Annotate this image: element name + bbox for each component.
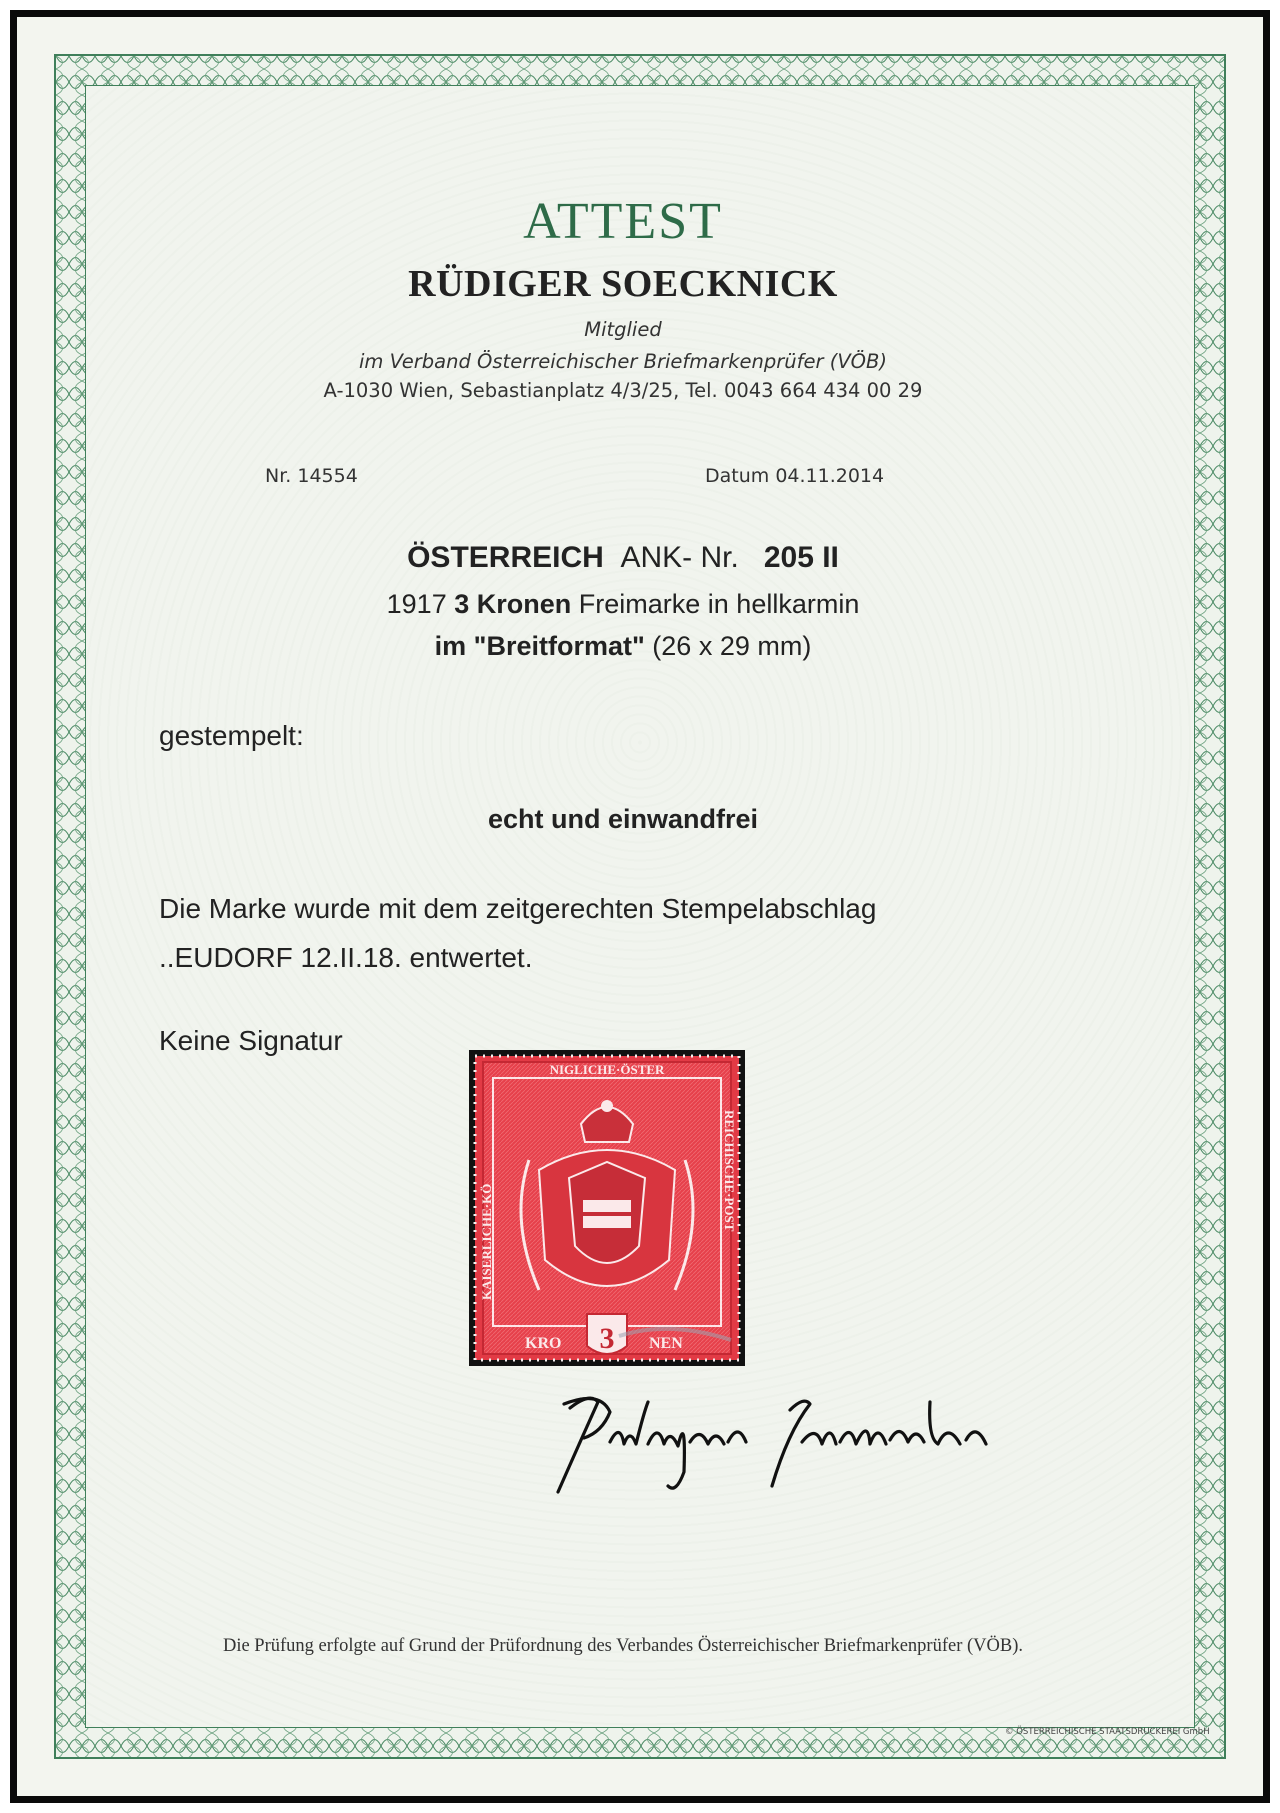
condition-label: gestempelt: [159, 720, 304, 751]
remark-line-1: Die Marke wurde mit dem zeitgerechten Stempelabschlag [159, 893, 877, 924]
format-label: im "Breitformat" [434, 631, 645, 661]
stamp-image [469, 1050, 745, 1366]
stamp-left-text: KAISERLICHE·KÖ [479, 1183, 494, 1300]
certificate-date: Datum 04.11.2014 [705, 465, 885, 487]
membership-line-1: Mitglied [584, 318, 662, 341]
format-size: (26 x 29 mm) [652, 631, 812, 661]
stamp-kro: KRO [525, 1335, 562, 1352]
denomination: 3 Kronen [454, 589, 572, 619]
stamp-value: 3 [599, 1322, 615, 1355]
verdict: echt und einwandfrei [487, 804, 759, 834]
catalog-number: 205 II [763, 541, 839, 574]
stamp-nen: NEN [649, 1335, 683, 1352]
stamp-artwork [469, 1050, 745, 1366]
stamp-top-text: NIGLICHE·ÖSTER [549, 1062, 665, 1077]
catalog-prefix: ANK- Nr. [620, 541, 739, 574]
copyright-note: © ÖSTERREICHISCHE STAATSDRUCKEREI GmbH [1005, 1727, 1210, 1737]
examiner-address: A-1030 Wien, Sebastianplatz 4/3/25, Tel. 0043 664 434 00 29 [323, 379, 923, 402]
stamp-description: Freimarke in hellkarmin [578, 589, 860, 619]
remark-line-2: ..EUDORF 12.II.18. entwertet. [159, 942, 533, 973]
handwritten-signature [540, 1382, 1010, 1502]
certificate-title: ATTEST [523, 193, 723, 250]
signature-note: Keine Signatur [159, 1025, 343, 1056]
stamp-right-text: REICHISCHE·POST [722, 1110, 737, 1232]
stamp-description-line [0, 589, 1246, 620]
format-line [0, 631, 1246, 662]
footer-note: Die Prüfung erfolgte auf Grund der Prüfordnung des Verbandes Österreichischer Briefmarkenprüfer (VÖB). [222, 1636, 1024, 1656]
country: ÖSTERREICH [407, 541, 604, 574]
catalog-line [0, 541, 1246, 575]
membership-line-2: im Verband Österreichischer Briefmarkenprüfer (VÖB) [358, 350, 888, 373]
examiner-name: RÜDIGER SOECKNICK [408, 263, 838, 305]
certificate-number: Nr. 14554 [265, 465, 358, 487]
issue-year: 1917 [386, 589, 447, 619]
